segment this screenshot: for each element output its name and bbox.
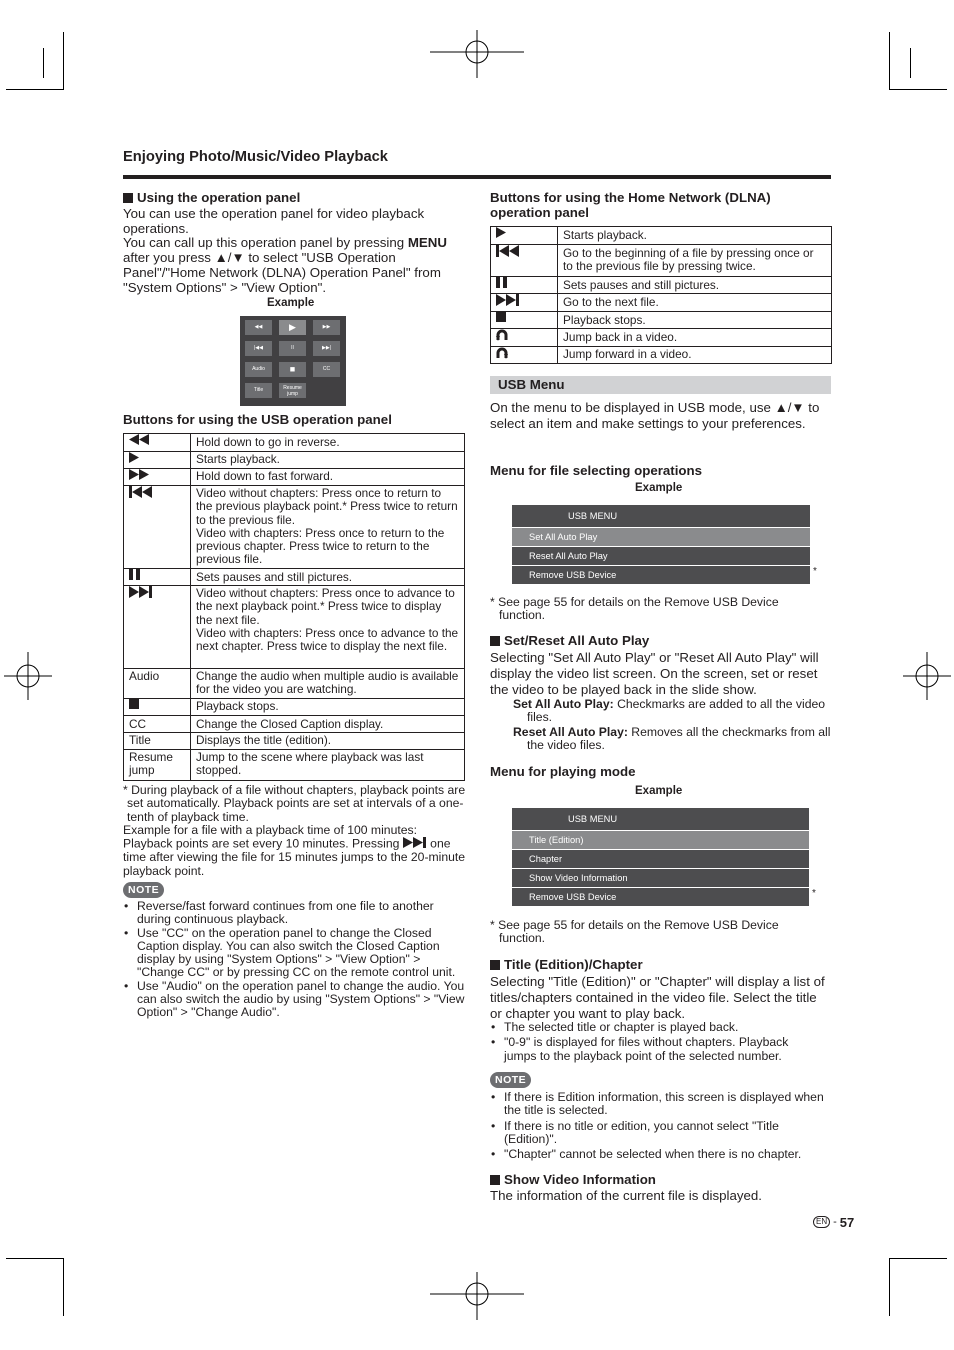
pause-icon	[129, 569, 141, 583]
example-label: Example	[635, 785, 683, 797]
note-badge: NOTE	[123, 880, 164, 898]
registration-mark-icon	[430, 1272, 524, 1320]
table-row: Hold down to fast forward.	[124, 469, 465, 486]
example-label: Example	[635, 482, 683, 494]
crop-mark	[43, 48, 44, 78]
asterisk-mark: *	[812, 888, 816, 899]
skip-forward-icon	[129, 586, 153, 601]
audio-panel-button: Audio	[245, 362, 272, 377]
table-row: Video without chapters: Press once to advance to the next playback point.* Press twice to display the next file. Video with chapters: Press once to advance to the next chapter. Press twice to display the next file.	[124, 586, 465, 669]
table-row: Go to the next file.	[491, 294, 832, 312]
rewind-icon	[129, 434, 149, 448]
title-chapter-text: Selecting "Title (Edition)" or "Chapter" will display a list of titles/chapters contained in the video file. Select the title or chapter you want to play back.	[490, 974, 825, 1021]
jump-back-icon	[496, 329, 508, 344]
file-sel-heading: Menu for file selecting operations	[490, 463, 703, 478]
example-label: Example	[267, 297, 315, 309]
table-row: Playback stops.	[491, 312, 832, 329]
crop-mark	[889, 89, 947, 90]
page-number	[813, 1214, 854, 1230]
menu-item: Remove USB Device	[512, 887, 809, 906]
skip-forward-icon: ▶▶|	[313, 341, 340, 356]
skip-back-icon: |◀◀	[245, 341, 272, 356]
auto-play-heading: Set/Reset All Auto Play	[490, 634, 649, 649]
table-row: Starts playback.	[491, 227, 832, 245]
list-item: • The selected title or chapter is played back.	[490, 1021, 810, 1034]
stop-icon	[496, 312, 507, 326]
crop-mark	[889, 1258, 947, 1259]
note-list	[123, 900, 468, 1020]
op-panel-heading: Using the operation panel	[123, 191, 300, 206]
table-row: Jump back in a video.	[491, 329, 832, 347]
set-all-desc: Set All Auto Play: Checkmarks are added to all the video files.	[513, 697, 826, 725]
skip-back-icon	[129, 486, 153, 501]
title-chapter-heading: Title (Edition)/Chapter	[490, 958, 643, 973]
list-item: • Use "CC" on the operation panel to change the Closed Caption display. You can also switch the Closed Caption display by using "System Options" > "View Option" > "Change CC" or by pressing CC on the remote control unit.	[123, 927, 468, 980]
table-row: Go to the beginning of a file by pressing once or to the previous file by pressing twice.	[491, 245, 832, 277]
file-sel-footnote: * See page 55 for details on the Remove USB Device function.	[490, 595, 779, 623]
crop-mark	[889, 32, 890, 90]
menu-item: Set All Auto Play	[512, 527, 810, 546]
page-title: Enjoying Photo/Music/Video Playback	[123, 149, 388, 165]
rewind-icon: ◀◀	[245, 320, 272, 335]
page-separator: -	[833, 1216, 837, 1228]
menu-title: USB MENU	[568, 814, 618, 824]
menu-item: Show Video Information	[512, 868, 809, 887]
usb-footnote: * During playback of a file without chapters, playback points are set automatically. Playback points are set at intervals of a one-tenth of playback time. Example for a file with a playback time of 100 minutes: Playback points are set every 10 minutes. Pressing one time after viewing the file for 15 minutes jumps to the 20-minute playback point.	[123, 783, 466, 878]
note-list	[490, 1091, 830, 1161]
asterisk-mark: *	[813, 566, 817, 577]
language-badge: EN	[813, 1216, 830, 1228]
usb-menu-heading: USB Menu	[490, 376, 831, 394]
show-info-text: The information of the current file is displayed.	[490, 1188, 762, 1203]
list-item: • If there is Edition information, this screen is displayed when the title is selected.	[490, 1091, 830, 1118]
reset-all-desc: Reset All Auto Play: Removes all the checkmarks from all the video files.	[513, 725, 831, 753]
usb-buttons-heading: Buttons for using the USB operation panel	[123, 412, 392, 427]
fast-forward-icon: ▶▶	[313, 320, 340, 335]
page-number-value: 57	[839, 1214, 855, 1230]
table-row: CC Change the Closed Caption display.	[124, 716, 465, 733]
table-row: Resume jump Jump to the scene where playback was last stopped.	[124, 750, 465, 781]
pause-icon: II	[279, 341, 306, 356]
table-row: Title Displays the title (edition).	[124, 733, 465, 750]
list-item: • If there is no title or edition, you cannot select "Title (Edition)".	[490, 1120, 830, 1147]
fast-forward-icon	[129, 469, 149, 483]
registration-mark-icon	[430, 30, 524, 78]
crop-mark	[6, 89, 64, 90]
menu-item: Reset All Auto Play	[512, 546, 810, 565]
play-icon: ▶	[279, 320, 306, 335]
table-row: Hold down to go in reverse.	[124, 434, 465, 452]
stop-icon: ■	[279, 362, 306, 377]
show-info-heading: Show Video Information	[490, 1173, 656, 1188]
play-icon	[496, 227, 507, 241]
play-mode-menu-example	[512, 808, 809, 906]
operation-panel-example	[240, 316, 346, 406]
table-row: Sets pauses and still pictures.	[491, 277, 832, 294]
registration-mark-icon	[903, 652, 951, 700]
list-item: • Use "Audio" on the operation panel to change the audio. You can also switch the audio by using "System Options" > "View Option" > "Change Audio".	[123, 980, 468, 1020]
crop-mark	[889, 1258, 890, 1316]
jump-forward-icon	[496, 347, 508, 362]
skip-back-icon	[496, 245, 520, 260]
cc-panel-button: CC	[313, 362, 340, 377]
table-row: Playback stops.	[124, 699, 465, 716]
menu-item: Title (Edition)	[512, 830, 809, 849]
header-rule	[123, 175, 831, 179]
crop-mark	[63, 1258, 64, 1316]
crop-mark	[6, 1258, 64, 1259]
list-item: • "Chapter" cannot be selected when there is no chapter.	[490, 1148, 830, 1161]
title-chapter-list	[490, 1021, 810, 1063]
op-panel-text: You can use the operation panel for video playback operations. You can call up this operation panel by pressing MENU after you press ▲/▼ to select "USB Operation Panel"/"Home Network (DLNA) Operation Panel" from "System Options" > "View Option".	[123, 206, 448, 295]
dlna-heading: Buttons for using the Home Network (DLNA) operation panel	[490, 190, 771, 220]
play-mode-footnote: * See page 55 for details on the Remove USB Device function.	[490, 918, 779, 946]
table-row: Sets pauses and still pictures.	[124, 569, 465, 586]
table-row: Jump forward in a video.	[491, 347, 832, 364]
menu-title: USB MENU	[568, 511, 618, 521]
skip-forward-icon	[403, 837, 427, 851]
list-item: • "0-9" is displayed for files without chapters. Playback jumps to the playback point of the selected number.	[490, 1036, 810, 1063]
menu-item: Remove USB Device	[512, 565, 810, 584]
play-icon	[129, 452, 140, 466]
menu-item: Chapter	[512, 849, 809, 868]
file-sel-menu-example	[512, 505, 810, 584]
crop-mark	[910, 48, 911, 78]
registration-mark-icon	[4, 652, 52, 700]
crop-mark	[63, 32, 64, 90]
usb-menu-intro: On the menu to be displayed in USB mode, use ▲/▼ to select an item and make settings to your preferences.	[490, 400, 820, 431]
note-badge: NOTE	[490, 1070, 531, 1088]
dlna-buttons-table	[490, 226, 832, 364]
stop-icon	[129, 699, 140, 713]
auto-play-text: Selecting "Set All Auto Play" or "Reset All Auto Play" will display the video list screen. On the screen, set or reset the video to be played back in the slide show.	[490, 650, 819, 697]
pause-icon	[496, 277, 508, 291]
skip-forward-icon	[496, 294, 520, 309]
title-panel-button: Title	[245, 383, 272, 398]
table-row: Video without chapters: Press once to return to the previous playback point.* Press twice to return to the previous file. Video with chapters: Press once to return to the previous chapter. Press twice to return to the previous file.	[124, 486, 465, 569]
play-mode-heading: Menu for playing mode	[490, 764, 636, 779]
resume-jump-panel-button: Resume jump	[279, 383, 306, 398]
table-row: Audio Change the audio when multiple audio is available for the video you are watching.	[124, 669, 465, 699]
list-item: • Reverse/fast forward continues from one file to another during continuous playback.	[123, 900, 468, 927]
table-row: Starts playback.	[124, 452, 465, 469]
usb-buttons-table	[123, 433, 465, 781]
